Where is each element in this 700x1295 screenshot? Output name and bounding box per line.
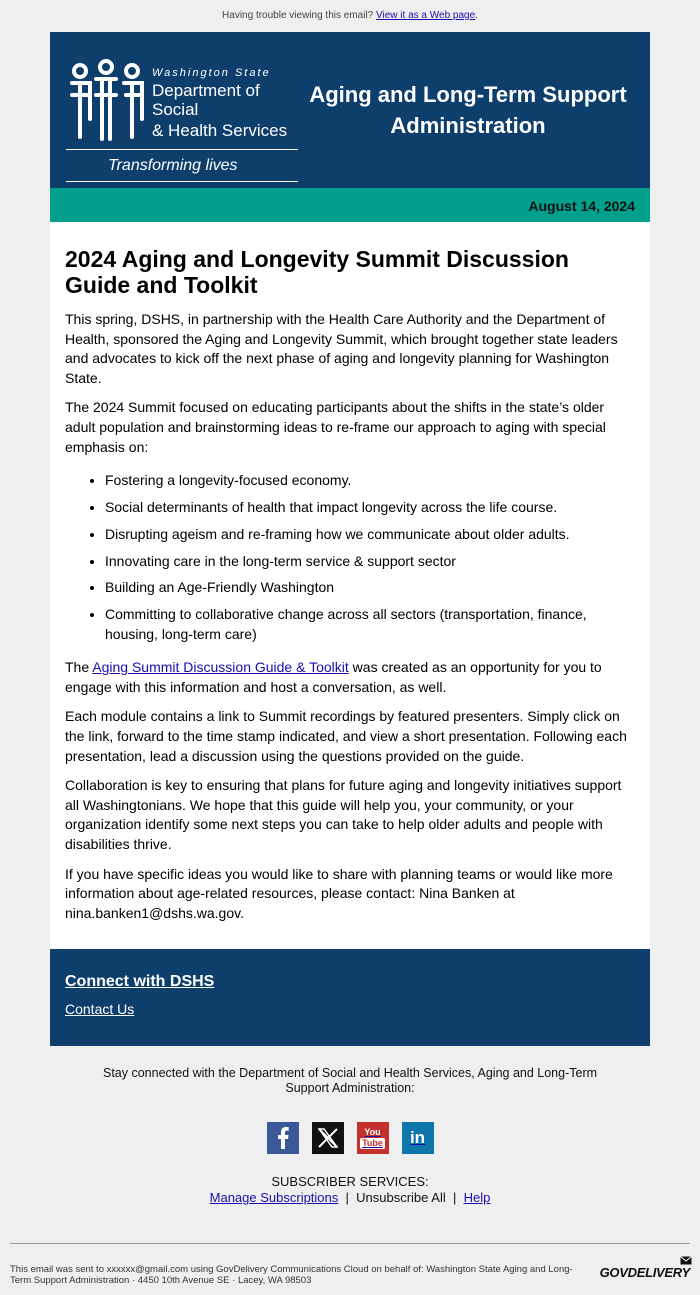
facebook-icon[interactable] bbox=[267, 1122, 299, 1154]
logo-tagline: Transforming lives bbox=[108, 157, 238, 174]
social-links bbox=[0, 1122, 700, 1154]
email-footer bbox=[0, 1046, 700, 1205]
dshs-logo[interactable] bbox=[66, 45, 298, 175]
list-item: • Building an Age-Friendly Washington bbox=[105, 578, 635, 598]
linkedin-text: in bbox=[409, 1128, 426, 1148]
connect-section bbox=[50, 949, 650, 1046]
logo-dept-line1: Department of Social bbox=[152, 81, 260, 119]
list-item: • Innovating care in the long-term service & support sector bbox=[105, 552, 635, 572]
subscriber-services-title: SUBSCRIBER SERVICES: bbox=[271, 1174, 429, 1190]
article bbox=[50, 222, 650, 949]
youtube-tube-text: Tube bbox=[362, 1137, 383, 1148]
legal-footer bbox=[10, 1243, 690, 1286]
issue-date: August 14, 2024 bbox=[528, 198, 635, 214]
date-band bbox=[50, 188, 650, 222]
top-bar bbox=[0, 0, 700, 32]
unsubscribe-all-text[interactable]: Unsubscribe All bbox=[356, 1190, 446, 1206]
email-header bbox=[50, 32, 650, 188]
people-logo-icon bbox=[66, 59, 148, 143]
subscriber-links bbox=[0, 1190, 700, 1205]
toolkit-text-after: was created as an opportunity for you to engage with this information and host a conversation, as well. bbox=[65, 659, 602, 695]
govdelivery-logo[interactable] bbox=[600, 1264, 690, 1282]
list-item: • Committing to collaborative change across all sectors (transportation, finance, housing, long-term care) bbox=[105, 605, 635, 644]
separator: | bbox=[345, 1190, 349, 1206]
toolkit-text-before: The bbox=[65, 659, 93, 676]
article-heading: 2024 Aging and Longevity Summit Discussion Guide and Toolkit bbox=[65, 246, 569, 298]
contact-us-link[interactable]: Contact Us bbox=[65, 1001, 135, 1018]
paragraph-modules: Each module contains a link to Summit recordings by featured presenters. Simply click on the link, forward to the time stamp indicated, and view a short presentation. Following each presentation, lead a discussion using the questions provided on the guide. bbox=[65, 708, 627, 764]
emphasis-list bbox=[65, 471, 635, 644]
youtube-you-text: You bbox=[364, 1126, 381, 1137]
logo-rule-top bbox=[66, 149, 298, 150]
legal-text: This email was sent to xxxxxx@gmail.com using GovDelivery Communications Cloud on behalf of: Washington State Aging and Long-Term Support Administration · 4450 10th Avenue SE · Lacey, WA 98503 bbox=[10, 1264, 573, 1286]
paragraph-contact: If you have specific ideas you would like to share with planning teams or would like more information about age-related resources, please contact: Nina Banken at nina.banken1@dshs.wa.gov. bbox=[65, 865, 613, 921]
topbar-period: . bbox=[475, 10, 478, 21]
paragraph-collaboration: Collaboration is key to ensuring that plans for future aging and longevity initiatives support all Washingtonians. We hope that this guide will help you, your community, or your organization identify some next steps you can take to help older adults and people with disabilities thrive. bbox=[65, 777, 622, 852]
trouble-text: Having trouble viewing this email? bbox=[222, 10, 374, 21]
view-web-page-link[interactable]: View it as a Web page bbox=[376, 10, 476, 21]
email-container bbox=[50, 32, 650, 1046]
logo-dept-line2: & Health Services bbox=[152, 121, 288, 140]
manage-subscriptions-link[interactable]: Manage Subscriptions bbox=[209, 1190, 339, 1206]
logo-state: Washington State bbox=[152, 67, 271, 79]
connect-with-dshs-link[interactable]: Connect with DSHS bbox=[65, 973, 215, 991]
paragraph-summit-focus: The 2024 Summit focused on educating participants about the shifts in the state’s older adult population and brainstorming ideas to re-frame our approach to aging with special emphasis on: bbox=[65, 399, 606, 455]
linkedin-icon[interactable] bbox=[402, 1122, 434, 1154]
x-icon[interactable] bbox=[312, 1122, 344, 1154]
paragraph-intro: This spring, DSHS, in partnership with the Health Care Authority and the Department of Health, sponsored the Aging and Longevity Summit, which brought together state leaders and advocates to kick off the next phase of aging and longevity planning for Washington State. bbox=[65, 311, 618, 386]
list-item: • Disrupting ageism and re-framing how we communicate about older adults. bbox=[105, 525, 635, 545]
envelope-icon bbox=[680, 1256, 692, 1266]
paragraph-toolkit bbox=[65, 658, 635, 697]
list-item: • Social determinants of health that impact longevity across the life course. bbox=[105, 498, 635, 518]
list-item: • Fostering a longevity-focused economy. bbox=[105, 471, 635, 491]
header-title: Aging and Long-Term Support Administration bbox=[309, 82, 627, 138]
stay-connected-text: Stay connected with the Department of Social and Health Services, Aging and Long-Term Support Administration: bbox=[102, 1066, 598, 1096]
help-link[interactable]: Help bbox=[463, 1190, 491, 1206]
toolkit-link[interactable]: Aging Summit Discussion Guide & Toolkit bbox=[92, 659, 349, 676]
separator: | bbox=[452, 1190, 457, 1206]
govdelivery-text: GOVDELIVERY bbox=[599, 1265, 690, 1280]
logo-rule-bottom bbox=[66, 181, 298, 182]
youtube-icon[interactable] bbox=[357, 1122, 389, 1154]
